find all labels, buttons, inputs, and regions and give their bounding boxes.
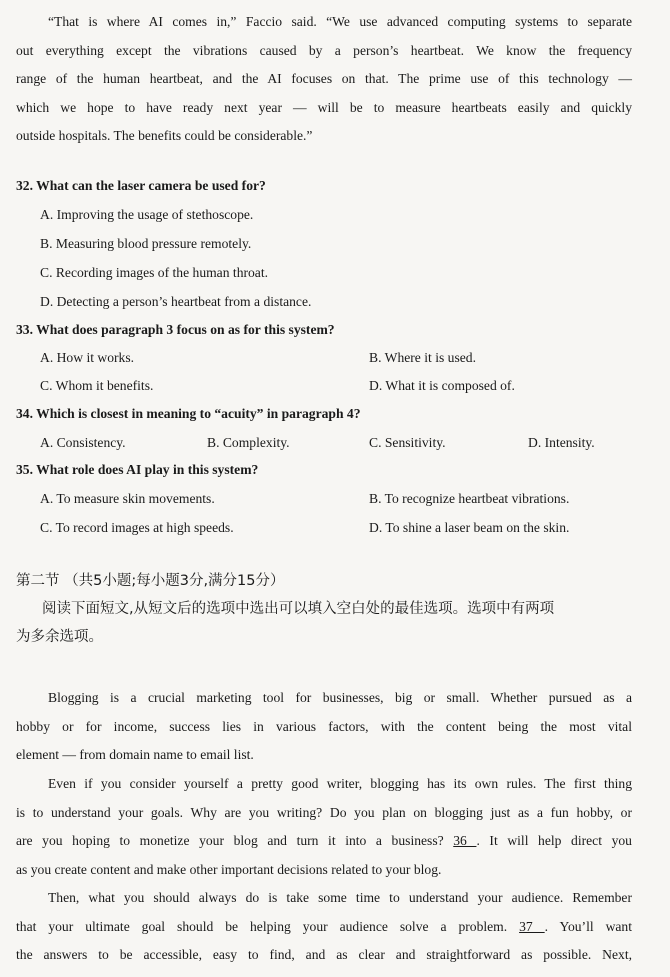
blog-line: Blogging is a crucial marketing tool for businesses, big or small. Whether pursued as a: [48, 690, 632, 705]
question-32-option-a: A. Improving the usage of stethoscope.: [40, 207, 254, 222]
question-32-option-c: C. Recording images of the human throat.: [40, 265, 269, 280]
question-35-stem: 35. What role does AI play in this system?: [16, 462, 259, 477]
blog-line: element — from domain name to email list.: [16, 747, 254, 763]
blog-line: the answers to be accessible, easy to find, and as clear and straightforward as possible. Next,: [16, 947, 632, 963]
question-32-option-d: D. Detecting a person’s heartbeat from a distance.: [40, 294, 312, 309]
blog-paragraph-1: [16, 684, 632, 770]
blog-text: . You’ll want: [544, 918, 632, 934]
passage-line: “That is where AI comes in,” Faccio said. “We use advanced computing systems to separate: [48, 14, 632, 29]
blank-37: 37: [519, 918, 545, 934]
blog-paragraph-2: [16, 770, 632, 884]
question-34-option-b: B. Complexity.: [207, 435, 290, 450]
passage-paragraph: [16, 8, 632, 151]
question-33-option-b: B. Where it is used.: [369, 350, 476, 365]
section-instruction: 阅读下面短文,从短文后的选项中选出可以填入空白处的最佳选项。选项中有两项: [42, 601, 555, 617]
question-33-option-c: C. Whom it benefits.: [40, 378, 154, 393]
question-35-option-c: C. To record images at high speeds.: [40, 520, 234, 535]
question-32-stem: 32. What can the laser camera be used for?: [16, 178, 266, 193]
question-35-option-a: A. To measure skin movements.: [40, 491, 215, 506]
question-33-option-d: D. What it is composed of.: [369, 378, 515, 393]
blog-line: [16, 827, 632, 856]
blog-paragraph-3: [16, 884, 632, 970]
question-32-option-b: B. Measuring blood pressure remotely.: [40, 236, 252, 251]
blog-line: [16, 913, 632, 942]
passage-line: out everything except the vibrations caused by a person’s heartbeat. We know the frequency: [16, 42, 632, 58]
passage-line: which we hope to have ready next year — will be to measure heartbeats easily and quickly: [16, 99, 632, 115]
question-34-option-a: A. Consistency.: [40, 435, 126, 450]
question-34-option-d: D. Intensity.: [528, 435, 595, 450]
blog-line: Even if you consider yourself a pretty good writer, blogging has its own rules. The first thing: [48, 776, 632, 791]
section-heading: 第二节 （共5小题;每小题3分,满分15分）: [16, 573, 285, 589]
blog-line: hobby or for income, success lies in various factors, with the content being the most vital: [16, 718, 632, 734]
question-33-stem: 33. What does paragraph 3 focus on as for this system?: [16, 322, 335, 337]
blog-line: Then, what you should always do is take some time to understand your audience. Remember: [48, 890, 632, 905]
question-35-option-d: D. To shine a laser beam on the skin.: [369, 520, 570, 535]
passage-line: outside hospitals. The benefits could be considerable.”: [16, 128, 313, 144]
blog-text: . It will help direct you: [476, 833, 632, 849]
question-34-stem: 34. Which is closest in meaning to “acuity” in paragraph 4?: [16, 406, 361, 421]
section-instruction: 为多余选项。: [16, 629, 103, 645]
blank-36: 36: [453, 833, 477, 849]
blog-text: are you hoping to monetize your blog and turn it into a business?: [16, 833, 454, 849]
question-33-option-a: A. How it works.: [40, 350, 135, 365]
blog-line: as you create content and make other important decisions related to your blog.: [16, 861, 442, 877]
blog-line: is to understand your goals. Why are you writing? Do you plan on blogging just as a fun hobby, or: [16, 804, 632, 820]
question-35-option-b: B. To recognize heartbeat vibrations.: [369, 491, 570, 506]
question-34-option-c: C. Sensitivity.: [369, 435, 446, 450]
passage-line: range of the human heartbeat, and the AI focuses on that. The prime use of this technology —: [16, 71, 632, 87]
blog-text: that your ultimate goal should be helping your audience solve a problem.: [16, 918, 520, 934]
